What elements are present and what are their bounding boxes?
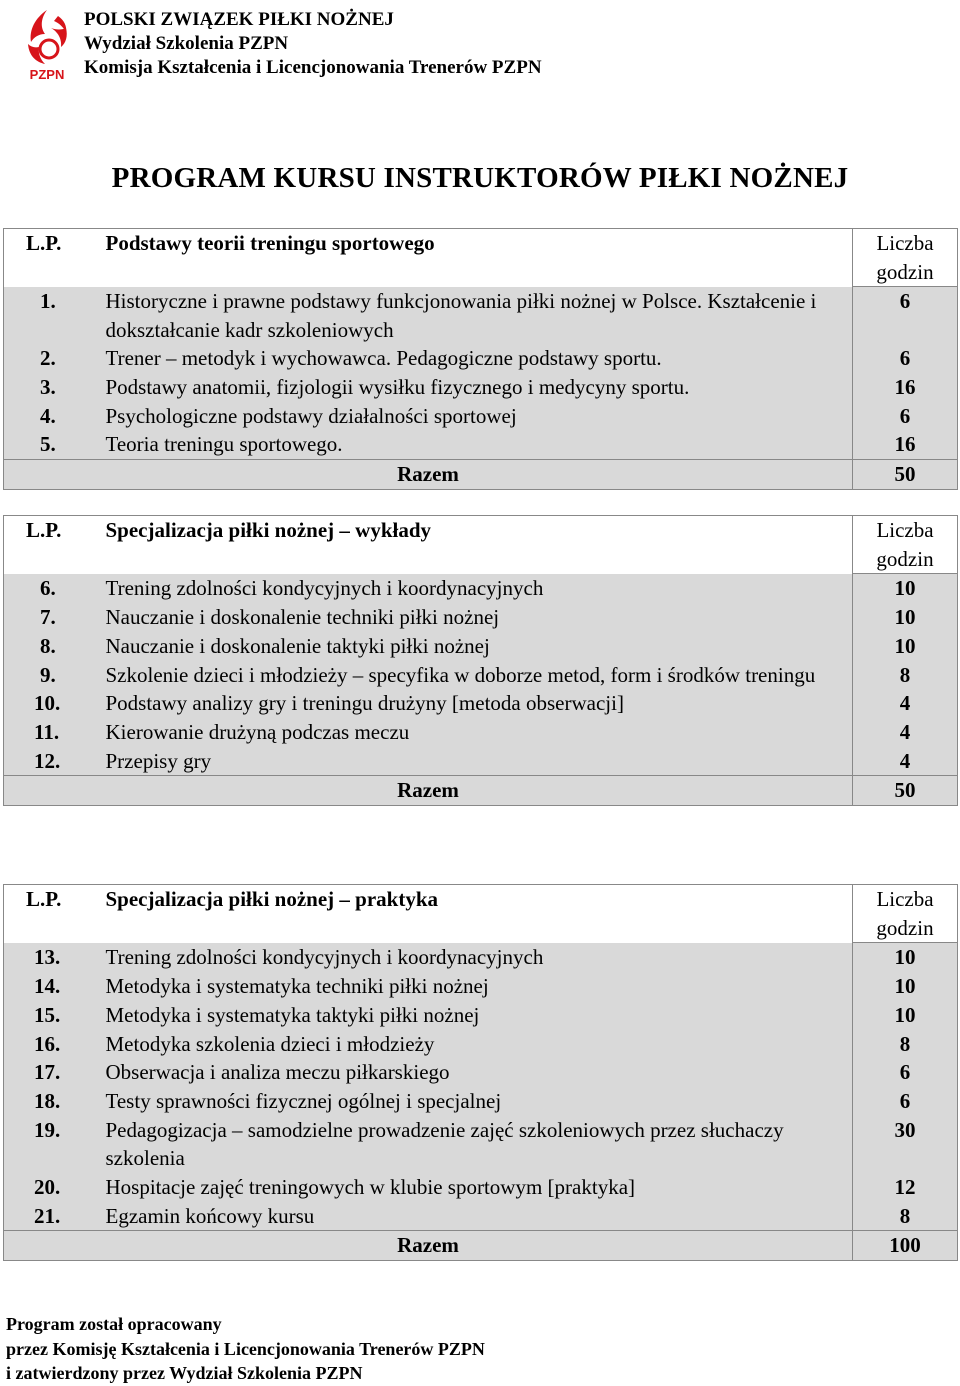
section-heading: Podstawy teorii treningu sportowego	[101, 229, 853, 287]
footer-note	[6, 1312, 485, 1386]
table-row	[4, 661, 958, 690]
row-number: 9.	[4, 661, 101, 690]
table-row	[4, 603, 958, 632]
row-topic: Metodyka szkolenia dzieci i młodzieży	[101, 1030, 853, 1059]
total-row	[4, 1231, 958, 1261]
svg-text:PZPN: PZPN	[29, 67, 65, 82]
row-topic: Egzamin końcowy kursu	[101, 1202, 853, 1231]
row-hours: 10	[853, 574, 958, 603]
row-number: 11.	[4, 718, 101, 747]
table-row	[4, 689, 958, 718]
lp-header: L.P.	[4, 229, 101, 287]
row-hours: 4	[853, 747, 958, 776]
row-number: 8.	[4, 632, 101, 661]
section-table-theory	[3, 228, 958, 490]
table-row	[4, 574, 958, 603]
footer-line: Program został opracowany	[6, 1314, 222, 1334]
org-department: Wydział Szkolenia PZPN	[84, 33, 289, 54]
total-value: 100	[853, 1231, 958, 1261]
document-header	[18, 4, 938, 82]
hours-header: Liczba godzin	[853, 229, 958, 287]
row-topic: Testy sprawności fizycznej ogólnej i specjalnej	[101, 1087, 853, 1116]
row-number: 15.	[4, 1001, 101, 1030]
row-hours: 10	[853, 1001, 958, 1030]
hours-header: Liczba godzin	[853, 885, 958, 943]
row-topic: Metodyka i systematyka techniki piłki nożnej	[101, 972, 853, 1001]
row-topic: Przepisy gry	[101, 747, 853, 776]
row-hours: 6	[853, 1087, 958, 1116]
total-label: Razem	[4, 460, 853, 490]
footer-line: i zatwierdzony przez Wydział Szkolenia PZPN	[6, 1363, 363, 1383]
org-commission: Komisja Kształcenia i Licencjonowania Trenerów PZPN	[84, 57, 542, 78]
row-topic: Pedagogizacja – samodzielne prowadzenie zajęć szkoleniowych przez słuchaczy szkolenia	[101, 1116, 853, 1173]
total-value: 50	[853, 460, 958, 490]
row-hours: 8	[853, 1202, 958, 1231]
total-value: 50	[853, 776, 958, 806]
row-topic: Nauczanie i doskonalenie taktyki piłki nożnej	[101, 632, 853, 661]
row-hours: 10	[853, 632, 958, 661]
row-hours: 6	[853, 1058, 958, 1087]
row-hours: 8	[853, 1030, 958, 1059]
table-header-row	[4, 229, 958, 287]
table-row	[4, 402, 958, 431]
row-topic: Psychologiczne podstawy działalności sportowej	[101, 402, 853, 431]
row-number: 2.	[4, 344, 101, 373]
total-label: Razem	[4, 1231, 853, 1261]
row-hours: 6	[853, 287, 958, 344]
row-number: 4.	[4, 402, 101, 431]
lp-header: L.P.	[4, 885, 101, 943]
hours-header: Liczba godzin	[853, 516, 958, 574]
section-table-practice	[3, 884, 958, 1261]
row-topic: Kierowanie drużyną podczas meczu	[101, 718, 853, 747]
section-heading: Specjalizacja piłki nożnej – wykłady	[101, 516, 853, 574]
row-hours: 8	[853, 661, 958, 690]
table-row	[4, 373, 958, 402]
row-hours: 10	[853, 943, 958, 972]
row-topic: Szkolenie dzieci i młodzieży – specyfika w doborze metod, form i środków treningu	[101, 661, 853, 690]
row-number: 16.	[4, 1030, 101, 1059]
table-row	[4, 1202, 958, 1231]
row-number: 14.	[4, 972, 101, 1001]
table-row	[4, 287, 958, 344]
table-row	[4, 1001, 958, 1030]
table-header-row	[4, 516, 958, 574]
row-topic: Trener – metodyk i wychowawca. Pedagogiczne podstawy sportu.	[101, 344, 853, 373]
table-row	[4, 1030, 958, 1059]
table-row	[4, 1116, 958, 1173]
row-number: 10.	[4, 689, 101, 718]
footer-line: przez Komisję Kształcenia i Licencjonowania Trenerów PZPN	[6, 1338, 485, 1359]
row-hours: 10	[853, 972, 958, 1001]
row-number: 1.	[4, 287, 101, 344]
page-title: PROGRAM KURSU INSTRUKTORÓW PIŁKI NOŻNEJ	[111, 162, 849, 194]
row-number: 20.	[4, 1173, 101, 1202]
row-topic: Trening zdolności kondycyjnych i koordynacyjnych	[101, 574, 853, 603]
row-hours: 16	[853, 373, 958, 402]
section-heading: Specjalizacja piłki nożnej – praktyka	[101, 885, 853, 943]
row-number: 12.	[4, 747, 101, 776]
row-hours: 16	[853, 430, 958, 459]
row-number: 6.	[4, 574, 101, 603]
row-topic: Obserwacja i analiza meczu piłkarskiego	[101, 1058, 853, 1087]
row-hours: 4	[853, 689, 958, 718]
table-row	[4, 1058, 958, 1087]
total-label: Razem	[4, 776, 853, 806]
row-number: 13.	[4, 943, 101, 972]
row-hours: 10	[853, 603, 958, 632]
table-row	[4, 747, 958, 776]
row-topic: Metodyka i systematyka taktyki piłki nożnej	[101, 1001, 853, 1030]
row-hours: 4	[853, 718, 958, 747]
row-hours: 12	[853, 1173, 958, 1202]
section-table-lectures	[3, 515, 958, 806]
row-hours: 6	[853, 402, 958, 431]
row-topic: Trening zdolności kondycyjnych i koordynacyjnych	[101, 943, 853, 972]
table-row	[4, 1087, 958, 1116]
row-number: 5.	[4, 430, 101, 459]
table-row	[4, 344, 958, 373]
table-row	[4, 1173, 958, 1202]
row-topic: Historyczne i prawne podstawy funkcjonowania piłki nożnej w Polsce. Kształcenie i dokształcanie kadr szkoleniowych	[101, 287, 853, 344]
org-name: POLSKI ZWIĄZEK PIŁKI NOŻNEJ	[84, 9, 394, 30]
lp-header: L.P.	[4, 516, 101, 574]
row-number: 7.	[4, 603, 101, 632]
table-row	[4, 972, 958, 1001]
pzpn-logo-icon	[18, 4, 76, 82]
row-hours: 6	[853, 344, 958, 373]
row-number: 19.	[4, 1116, 101, 1173]
row-topic: Nauczanie i doskonalenie techniki piłki nożnej	[101, 603, 853, 632]
table-row	[4, 943, 958, 972]
row-number: 17.	[4, 1058, 101, 1087]
row-hours: 30	[853, 1116, 958, 1173]
table-row	[4, 632, 958, 661]
total-row	[4, 776, 958, 806]
organization-block	[84, 8, 542, 80]
row-number: 18.	[4, 1087, 101, 1116]
row-topic: Podstawy analizy gry i treningu drużyny [metoda obserwacji]	[101, 689, 853, 718]
row-number: 3.	[4, 373, 101, 402]
row-number: 21.	[4, 1202, 101, 1231]
row-topic: Hospitacje zajęć treningowych w klubie sportowym [praktyka]	[101, 1173, 853, 1202]
table-header-row	[4, 885, 958, 943]
table-row	[4, 430, 958, 459]
row-topic: Podstawy anatomii, fizjologii wysiłku fizycznego i medycyny sportu.	[101, 373, 853, 402]
table-row	[4, 718, 958, 747]
total-row	[4, 460, 958, 490]
row-topic: Teoria treningu sportowego.	[101, 430, 853, 459]
